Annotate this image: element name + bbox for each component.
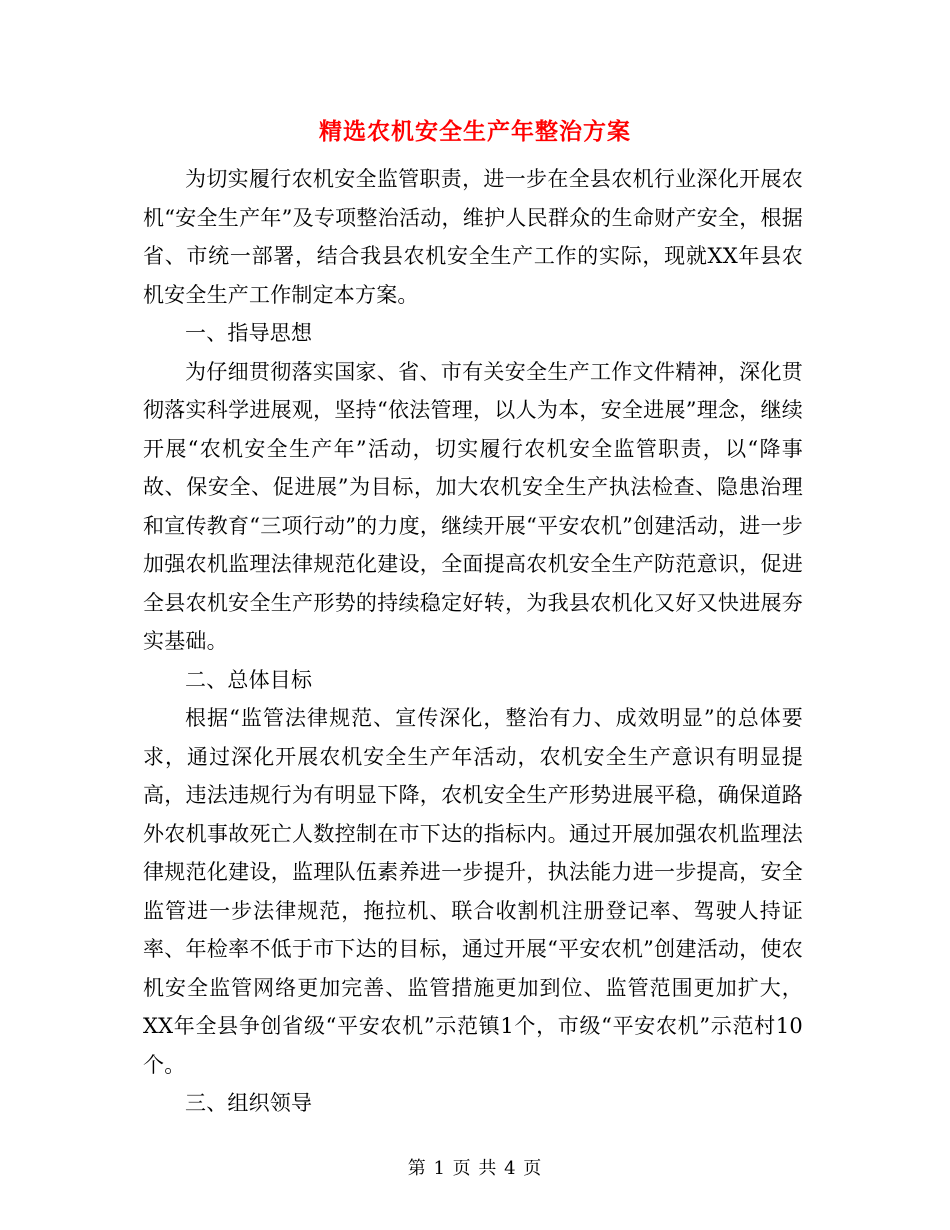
document-title: 精选农机安全生产年整治方案 bbox=[319, 118, 631, 145]
section-heading-guiding-thought: 一、指导思想 bbox=[185, 321, 313, 345]
paragraph-intro: 为切实履行农机安全监管职责，进一步在全县农机行业深化开展农机“安全生产年”及专项整治活动，维护人民群众的生命财产安全，根据省、市统一部署，结合我县农机安全生产工作的实际，现就XX年县农机安全生产工作制定本方案。 bbox=[143, 167, 803, 307]
paragraph-overall-goal: 根据“监管法律规范、宣传深化，整治有力、成效明显”的总体要求，通过深化开展农机安全生产年活动，农机安全生产意识有明显提高，违法违规行为有明显下降，农机安全生产形势进展平稳，确保道路外农机事故死亡人数控制在市下达的指标内。通过开展加强农机监理法律规范化建设，监理队伍素养进一步提升，执法能力进一步提高，安全监管进一步法律规范，拖拉机、联合收割机注册登记率、驾驶人持证率、年检率不低于市下达的目标，通过开展“平安农机”创建活动，使农机安全监管网络更加完善、监管措施更加到位、监管范围更加扩大，XX年全县争创省级“平安农机”示范镇1个，市级“平安农机”示范村10个。 bbox=[143, 706, 803, 1077]
section-heading-organization: 三、组织领导 bbox=[185, 1091, 313, 1115]
document-body bbox=[143, 160, 803, 1123]
section-heading-overall-goal: 二、总体目标 bbox=[185, 667, 313, 692]
page-number-footer: 第 1 页 共 4 页 bbox=[407, 1158, 543, 1179]
paragraph-guiding-thought: 为仔细贯彻落实国家、省、市有关安全生产工作文件精神，深化贯彻落实科学进展观，坚持“依法管理，以人为本，安全进展”理念，继续开展“农机安全生产年”活动，切实履行农机安全监管职责，以“降事故、保安全、促进展”为目标，加大农机安全生产执法检查、隐患治理和宣传教育“三项行动”的力度，继续开展“平安农机”创建活动，进一步加强农机监理法律规范化建设，全面提高农机安全生产防范意识，促进全县农机安全生产形势的持续稳定好转，为我县农机化又好又快进展夯实基础。 bbox=[143, 359, 803, 653]
